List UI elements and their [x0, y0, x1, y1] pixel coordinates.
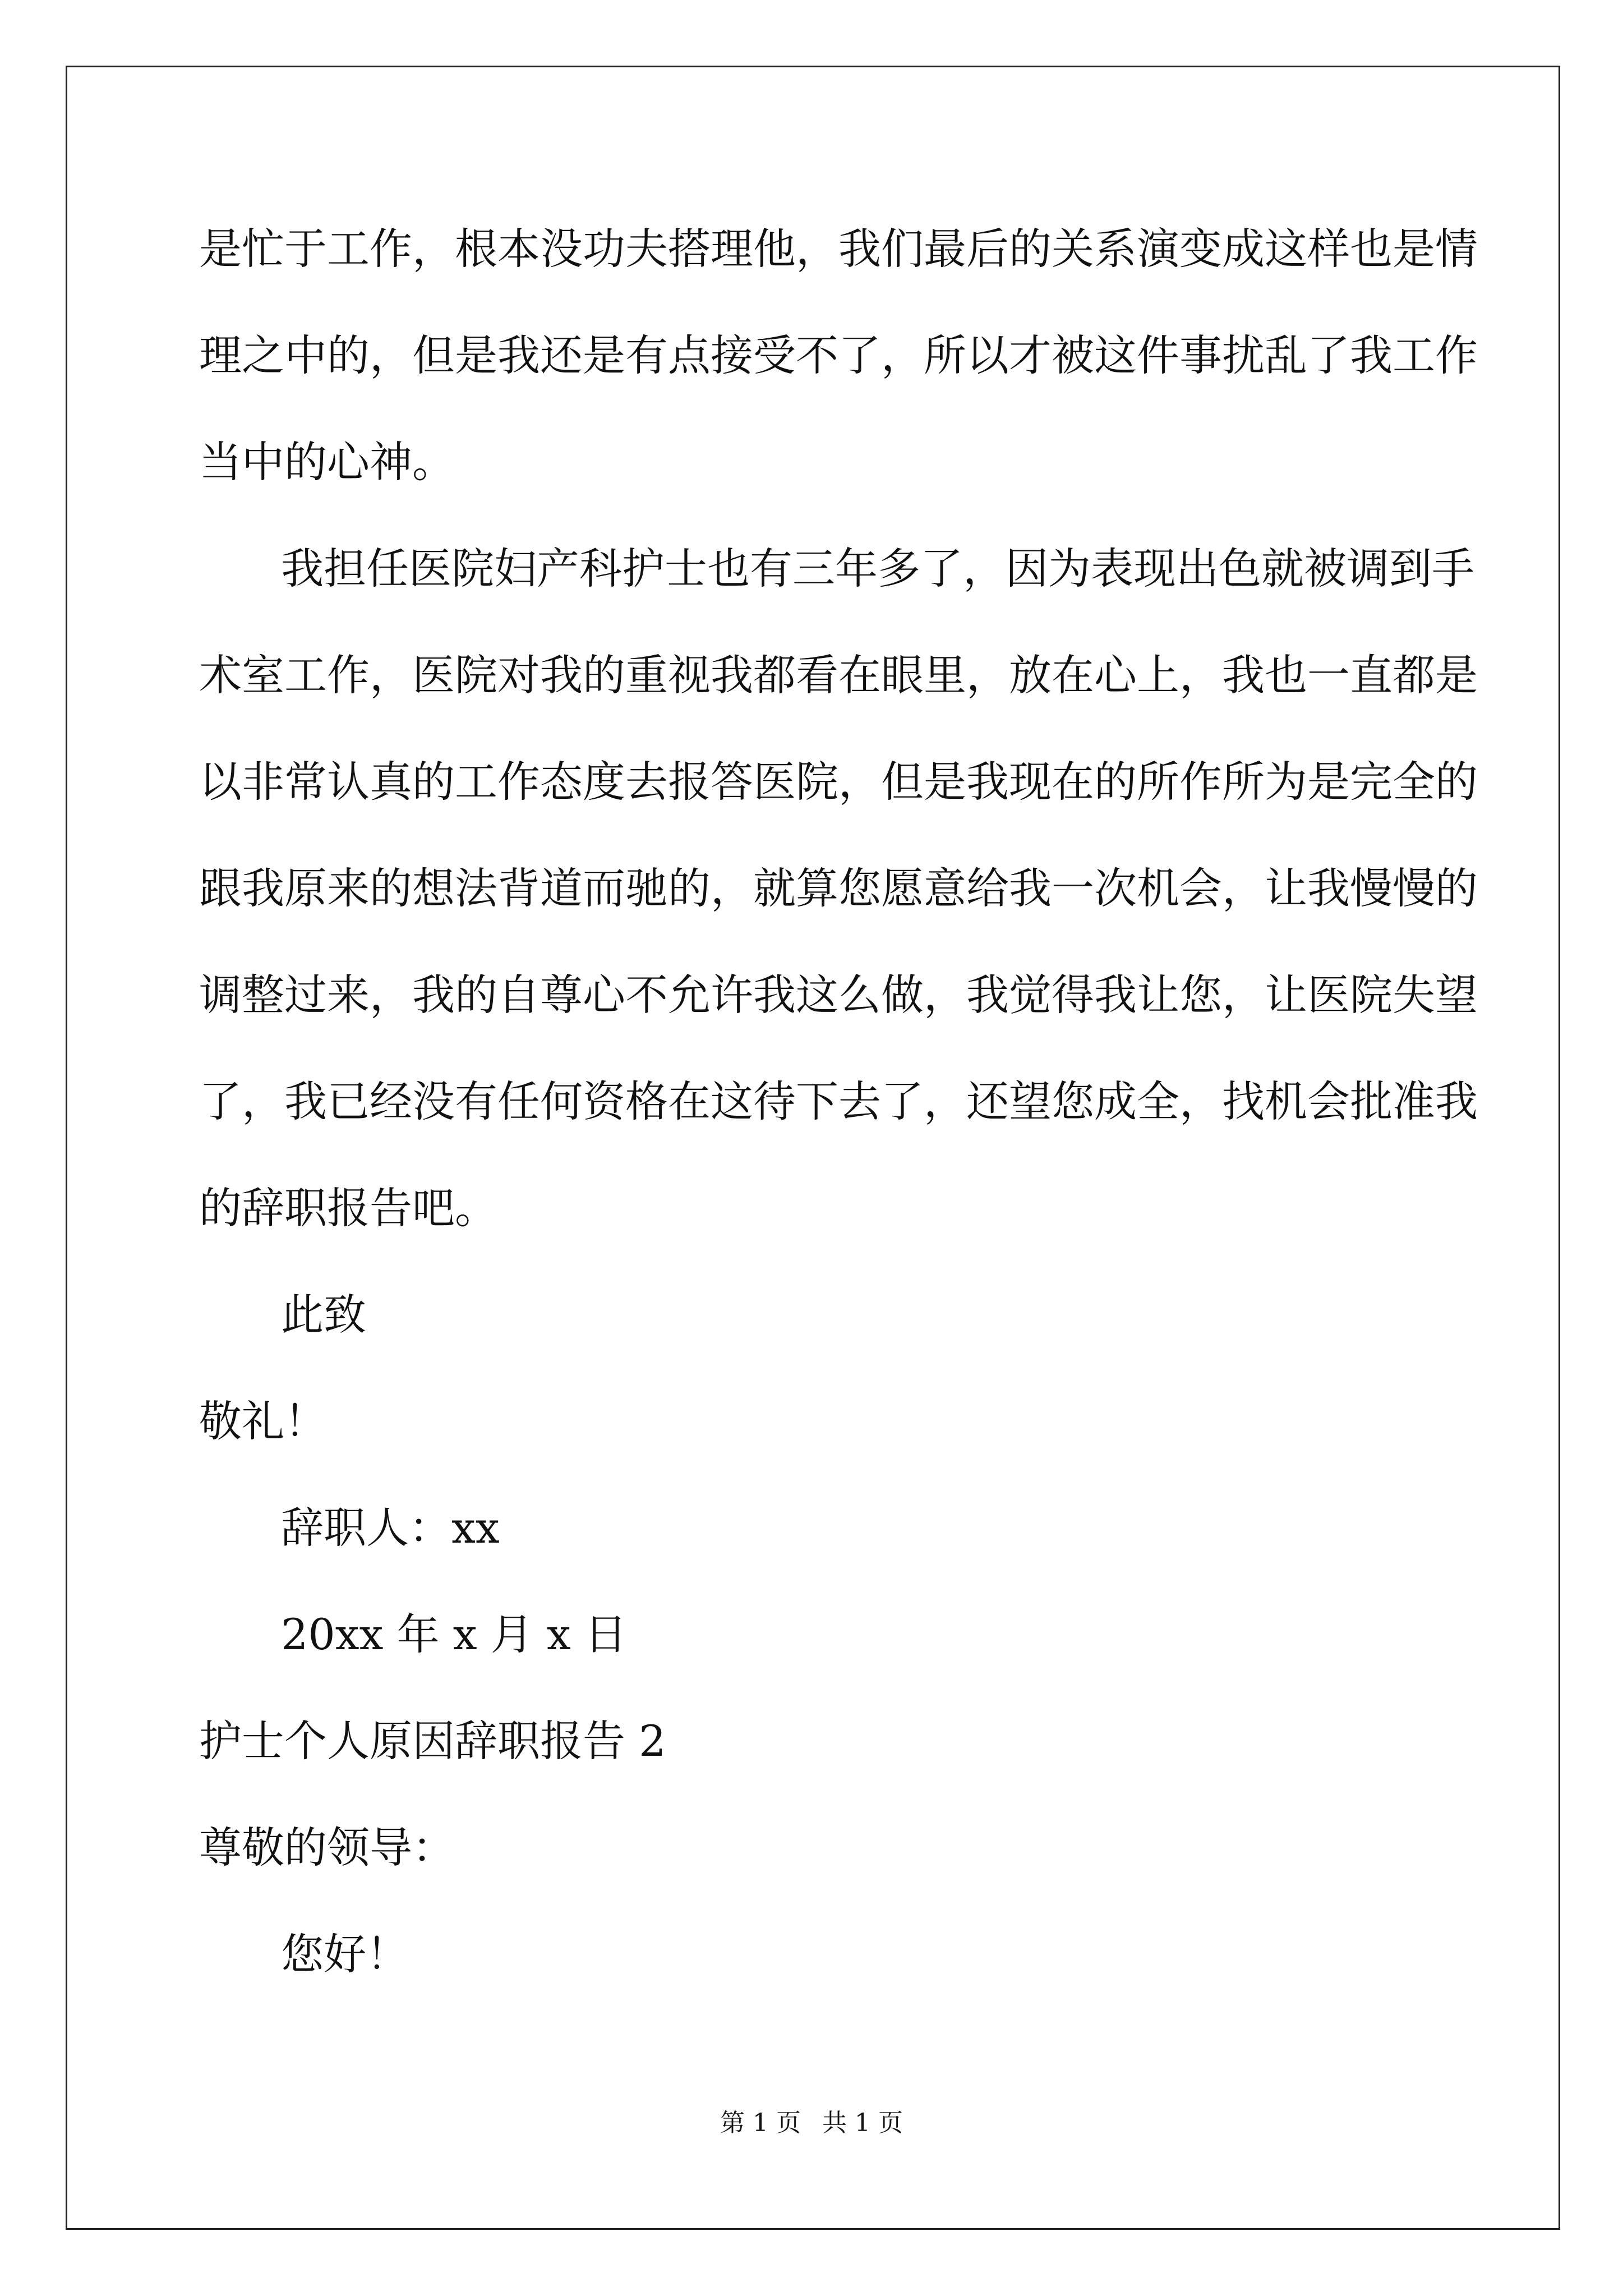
text-line: 敬礼！ [199, 1396, 327, 1446]
text-line: 术室工作，医院对我的重视我都看在眼里，放在心上，我也一直都是 [199, 650, 1478, 700]
text-line: 了，我已经没有任何资格在这待下去了，还望您成全，找机会批准我 [199, 1076, 1478, 1126]
text-line: 的辞职报告吧。 [199, 1183, 497, 1233]
text-line: 尊敬的领导： [199, 1823, 455, 1872]
text-line: 当中的心神。 [199, 437, 455, 487]
text-line: 辞职人：xx [281, 1503, 500, 1553]
text-line: 以非常认真的工作态度去报答医院，但是我现在的所作所为是完全的 [199, 757, 1478, 807]
page-number-total: 共 1 页 [822, 2109, 903, 2137]
text-line: 跟我原来的想法背道而驰的，就算您愿意给我一次机会，让我慢慢的 [199, 863, 1478, 913]
text-line: 此致 [281, 1290, 366, 1340]
text-line: 是忙于工作，根本没功夫搭理他，我们最后的关系演变成这样也是情 [199, 224, 1478, 274]
page-number-current: 第 1 页 [720, 2109, 801, 2137]
text-line: 我担任医院妇产科护士也有三年多了，因为表现出色就被调到手 [281, 544, 1474, 593]
text-line: 护士个人原因辞职报告 2 [199, 1716, 666, 1766]
text-line: 20xx 年 x 月 x 日 [281, 1609, 627, 1659]
document-body [199, 219, 1478, 2031]
page-footer [0, 2106, 1623, 2140]
text-line: 理之中的，但是我还是有点接受不了，所以才被这件事扰乱了我工作 [199, 330, 1478, 380]
text-line: 您好！ [281, 1929, 409, 1979]
text-line: 调整过来，我的自尊心不允许我这么做，我觉得我让您，让医院失望 [199, 970, 1478, 1020]
